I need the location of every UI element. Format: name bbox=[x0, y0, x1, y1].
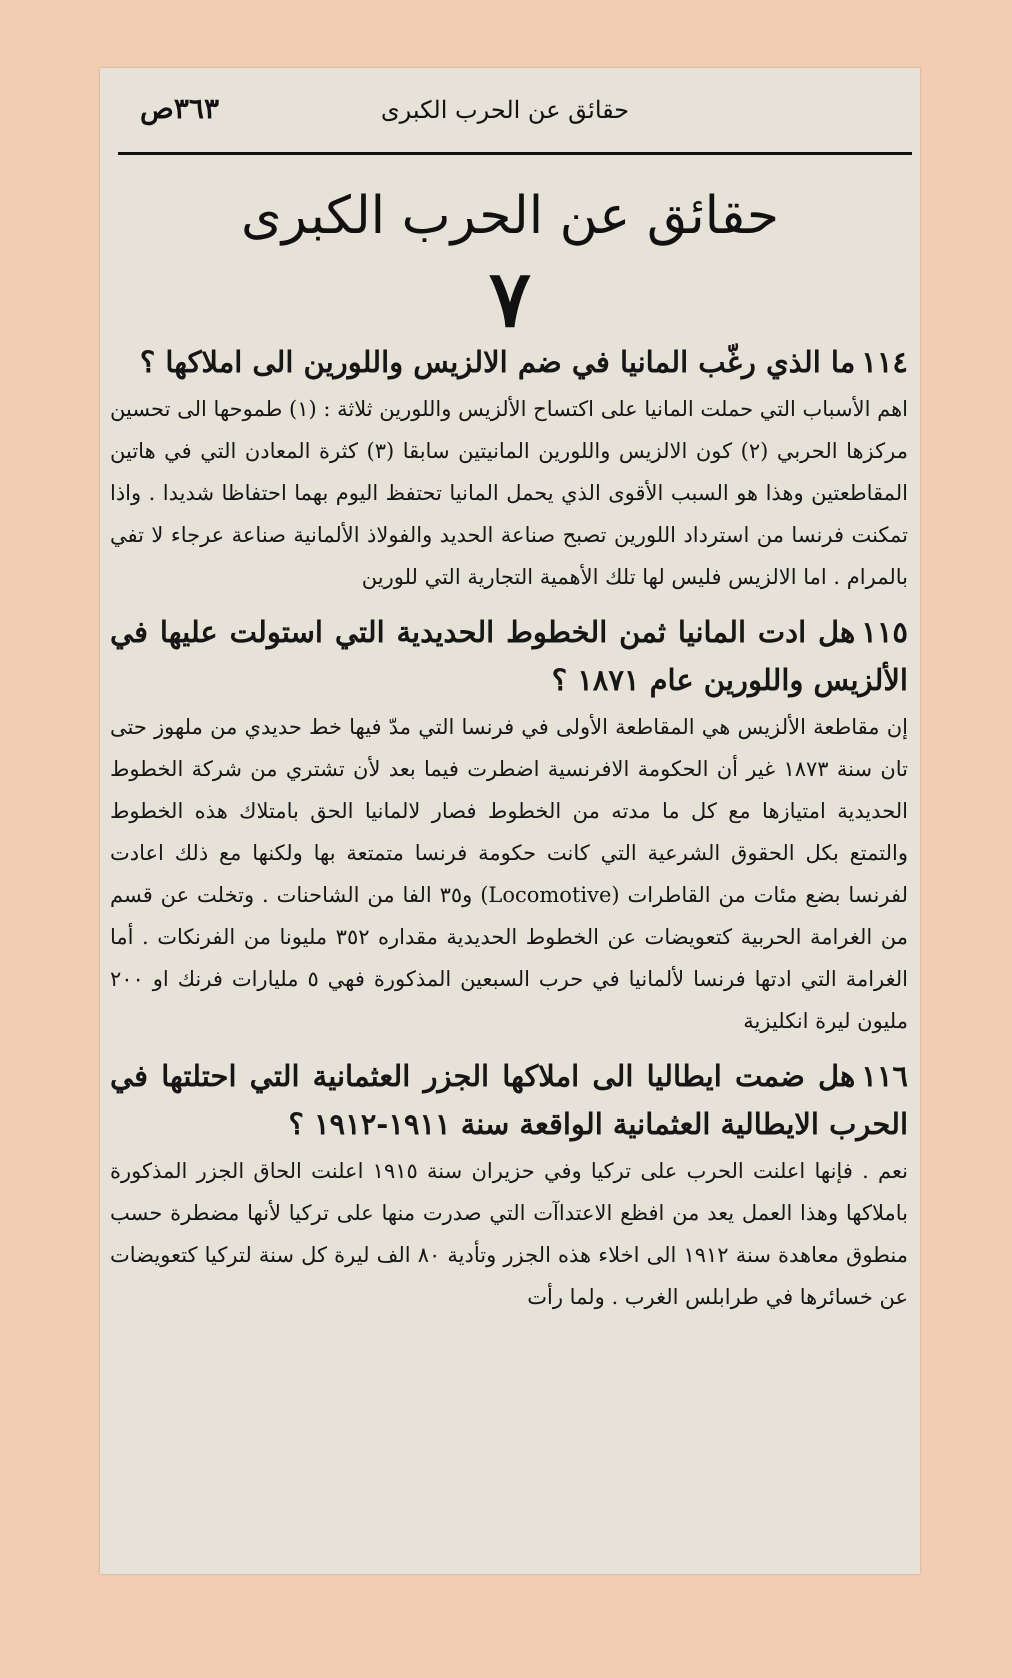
question-text: هل ضمت ايطاليا الى املاكها الجزر العثمانية التي احتلتها في الحرب الايطالية العثمانية الواقعة سنة ١٩١١-١٩١٢ ؟ bbox=[110, 1059, 908, 1141]
page-number: ٣٦٣ص bbox=[140, 92, 219, 125]
question-heading bbox=[110, 1052, 908, 1148]
qa-section bbox=[110, 1052, 908, 1318]
question-text: هل ادت المانيا ثمن الخطوط الحديدية التي استولت عليها في الألزيس واللورين عام ١٨٧١ ؟ bbox=[110, 615, 908, 697]
question-heading bbox=[110, 608, 908, 704]
question-number: ١١٤ bbox=[861, 345, 908, 379]
answer-paragraph: نعم . فإنها اعلنت الحرب على تركيا وفي حزيران سنة ١٩١٥ اعلنت الحاق الجزر المذكورة باملاكها وهذا العمل يعد من افظع الاعتداآت التي صدرت منها على تركيا لأنها مضطرة حسب منطوق معاهدة سنة ١٩١٢ الى اخلاء هذه الجزر وتأدية ٨٠ الف ليرة كل سنة لتركيا كتعويضات عن خسائرها في طرابلس الغرب . ولما رأت bbox=[110, 1159, 908, 1309]
running-header bbox=[130, 90, 880, 130]
question-text: ما الذي رغّب المانيا في ضم الالزيس واللورين الى املاكها ؟ bbox=[139, 345, 856, 379]
article-body bbox=[110, 338, 908, 1328]
question-number: ١١٦ bbox=[861, 1059, 908, 1093]
book-page bbox=[100, 68, 920, 1574]
question-number: ١١٥ bbox=[861, 615, 908, 649]
answer-paragraph: إن مقاطعة الألزيس هي المقاطعة الأولى في فرنسا التي مدّ فيها خط حديدي من ملهوز حتى تان سنة ١٨٧٣ غير أن الحكومة الافرنسية اضطرت فيما بعد لأن تشتري من شركة الخطوط الحديدية امتيازها مع كل ما مدته من الخطوط فصار لالمانيا الحق بامتلاك هذه الخطوط والتمتع بكل الحقوق الشرعية التي كانت حكومة فرنسا متمتعة بها ولكنها مع ذلك اعادت لفرنسا بضع مئات من القاطرات (Locomotive) و٣٥ الفا من الشاحنات . وتخلت عن قسم من الغرامة الحربية كتعويضات عن الخطوط الحديدية مقداره ٣٥٢ مليونا من الفرنكات . أما الغرامة التي ادتها فرنسا لألمانيا في حرب السبعين المذكورة فهي ٥ مليارات فرنك او ٢٠٠ مليون ليرة انكليزية bbox=[110, 715, 908, 1033]
header-rule bbox=[118, 152, 912, 155]
article-title: حقائق عن الحرب الكبرى bbox=[241, 186, 779, 246]
part-number: ٧ bbox=[489, 254, 531, 345]
answer-paragraph: اهم الأسباب التي حملت المانيا على اكتساح الألزيس واللورين ثلاثة : (١) طموحها الى تحسين مركزها الحربي (٢) كون الالزيس واللورين المانيتين سابقا (٣) كثرة المعادن التي في هاتين المقاطعتين وهذا هو السبب الأقوى الذي يحمل المانيا تحتفظ اليوم بهما احتفاظا شديدا . واذا تمكنت فرنسا من استرداد اللورين تصبح صناعة الحديد والفولاذ الألمانية صناعة عرجاء لا تفي بالمرام . اما الالزيس فليس لها تلك الأهمية التجارية التي للورين bbox=[110, 397, 908, 589]
running-title: حقائق عن الحرب الكبرى bbox=[380, 96, 630, 124]
qa-section bbox=[110, 608, 908, 1042]
question-heading bbox=[110, 338, 908, 386]
qa-section bbox=[110, 338, 908, 598]
